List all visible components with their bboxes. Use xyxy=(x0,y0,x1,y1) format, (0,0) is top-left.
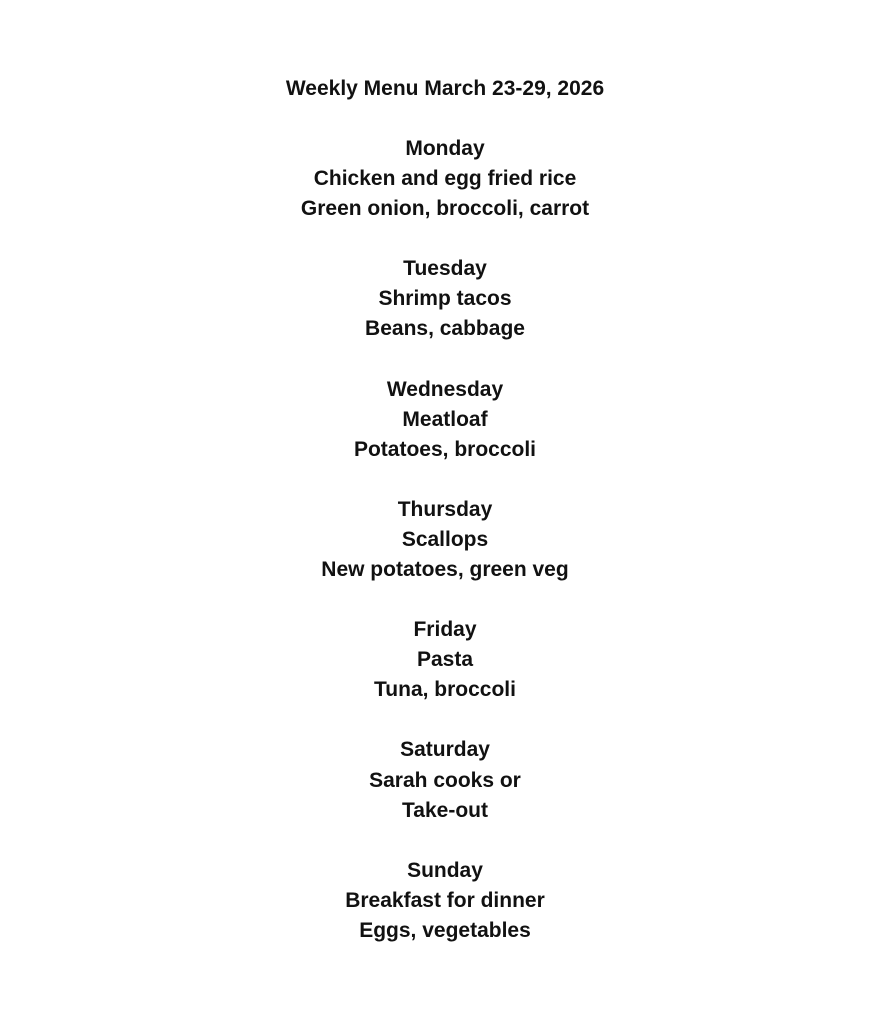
day-name: Wednesday xyxy=(386,377,504,401)
side-dishes: Beans, cabbage xyxy=(365,317,525,341)
day-sunday xyxy=(0,856,890,946)
day-name: Thursday xyxy=(397,497,493,521)
main-dish: Pasta xyxy=(416,648,474,672)
side-dishes: New potatoes, green veg xyxy=(321,558,569,582)
day-wednesday xyxy=(0,375,890,465)
side-dishes: Potatoes, broccoli xyxy=(353,437,537,461)
main-dish: Breakfast for dinner xyxy=(345,888,545,912)
side-dishes: Green onion, broccoli, carrot xyxy=(300,197,590,221)
main-dish: Sarah cooks or xyxy=(369,768,521,792)
day-name: Friday xyxy=(413,618,477,642)
day-name: Monday xyxy=(405,137,485,160)
day-thursday xyxy=(0,495,890,585)
main-dish: Meatloaf xyxy=(402,407,488,431)
side-dishes: Take-out xyxy=(402,798,488,822)
day-monday xyxy=(0,134,890,224)
page-title: Weekly Menu March 23-29, 2026 xyxy=(285,77,605,100)
side-dishes: Eggs, vegetables xyxy=(359,918,531,942)
day-saturday xyxy=(0,735,890,825)
menu-document xyxy=(0,74,890,976)
day-name: Saturday xyxy=(400,738,490,762)
day-friday xyxy=(0,615,890,705)
main-dish: Chicken and egg fried rice xyxy=(313,167,577,191)
day-name: Sunday xyxy=(407,858,483,882)
day-name: Tuesday xyxy=(403,257,487,281)
day-tuesday xyxy=(0,254,890,344)
main-dish: Scallops xyxy=(401,527,489,551)
main-dish: Shrimp tacos xyxy=(378,287,512,311)
side-dishes: Tuna, broccoli xyxy=(374,678,516,702)
